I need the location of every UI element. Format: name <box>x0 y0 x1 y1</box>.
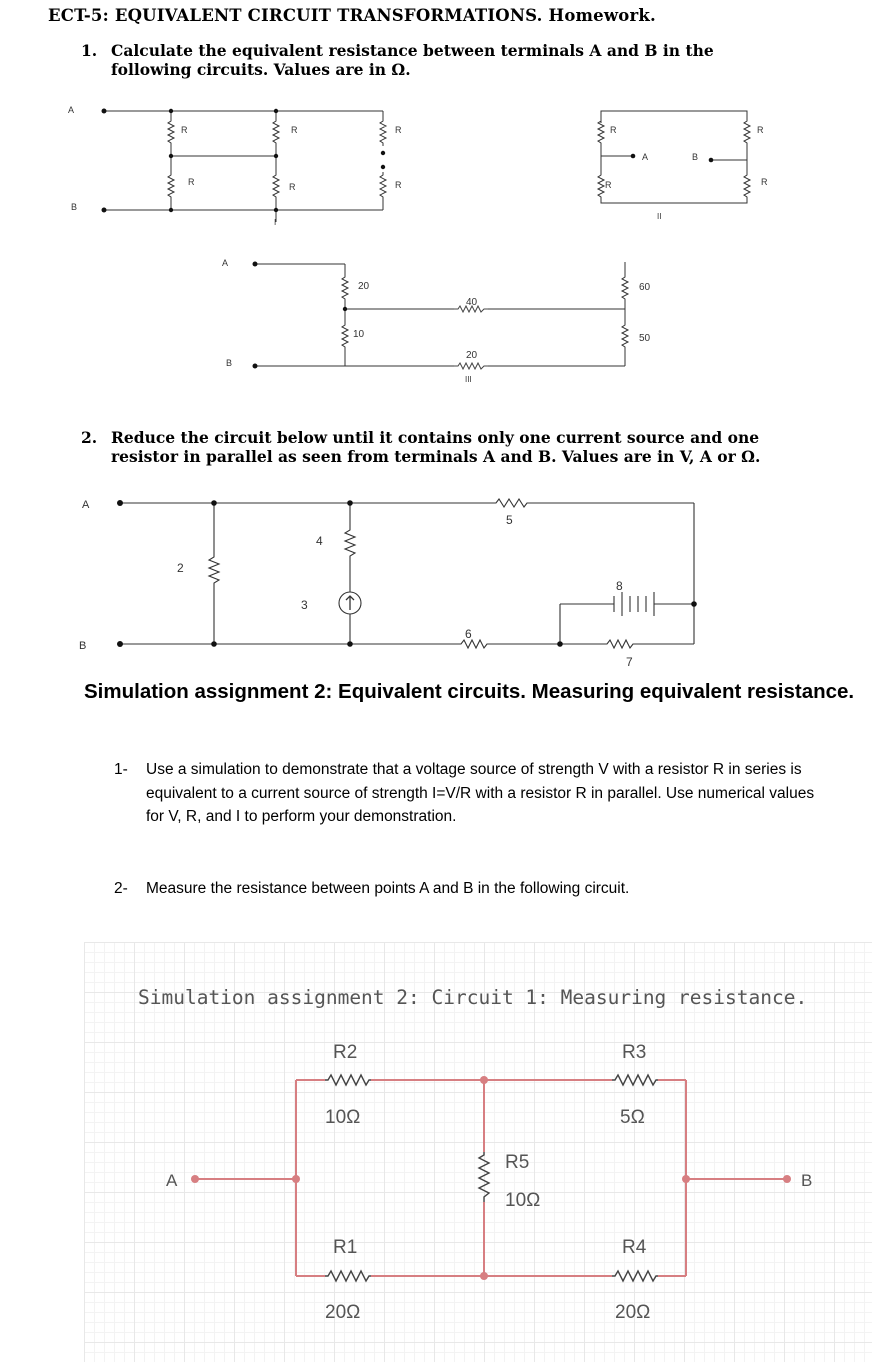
circuit-i-roman-label: I <box>274 218 277 227</box>
junction-node <box>292 1175 300 1183</box>
circuit-ii-resistor-label: R <box>761 177 768 187</box>
terminal-b-node[interactable] <box>783 1175 791 1183</box>
circuit-iii-r50-label: 50 <box>639 333 651 344</box>
resistor-r5-name: R5 <box>505 1152 530 1173</box>
question-1-line-1: Calculate the equivalent resistance between terminals A and B in the <box>111 41 714 60</box>
question-2-line-1: Reduce the circuit below until it contains only one current source and one <box>111 428 760 447</box>
simulation-item-1-line-2: equivalent to a current source of strength I=V/R with a resistor R in parallel. Use numerical values <box>146 784 815 802</box>
question-2-number: 2. <box>81 428 98 447</box>
terminal-b-label: B <box>801 1171 813 1190</box>
circuit-i-resistor-label: R <box>289 182 296 192</box>
resistor-r1-name: R1 <box>333 1237 358 1258</box>
question-1-line-2: following circuits. Values are in Ω. <box>111 60 411 79</box>
circuit-i-resistor-label: R <box>181 125 188 135</box>
circuit-i-resistor-label: R <box>395 125 402 135</box>
circuit-q2-r7-label: 7 <box>626 655 633 669</box>
junction-node <box>480 1076 488 1084</box>
circuit-iii-terminal-a: A <box>222 258 229 268</box>
circuit-iii-r40-label: 40 <box>466 297 478 308</box>
circuit-iii-r10-label: 10 <box>353 329 365 340</box>
circuit-q2-r6-label: 6 <box>465 627 472 641</box>
circuit-ii-terminal-a: A <box>642 152 649 162</box>
terminal-a-node[interactable] <box>191 1175 199 1183</box>
simulation-item-1-line-1: Use a simulation to demonstrate that a voltage source of strength V with a resistor R in series is <box>146 761 802 778</box>
circuit-i-resistor-label: R <box>395 180 402 190</box>
question-1-number: 1. <box>81 41 98 60</box>
circuit-iii-r20-label: 20 <box>358 281 370 292</box>
circuit-q2-r4-label: 4 <box>316 534 323 548</box>
simulation-item-2-number: 2- <box>114 880 128 897</box>
circuit-i-resistor-label: R <box>188 177 195 187</box>
resistor-r5-value: 10Ω <box>505 1190 541 1211</box>
junction-node <box>682 1175 690 1183</box>
simulation-heading: Simulation assignment 2: Equivalent circuits. Measuring equivalent resistance. <box>84 680 855 703</box>
resistor-r1-symbol <box>325 1271 371 1281</box>
simulation-item-2-text: Measure the resistance between points A and B in the following circuit. <box>146 880 630 897</box>
circuit-i-terminal-a: A <box>68 105 75 115</box>
document-title: ECT-5: EQUIVALENT CIRCUIT TRANSFORMATIONS. Homework. <box>48 6 656 25</box>
circuit-ii-terminal-b: B <box>692 152 699 162</box>
circuit-ii-resistor-label: R <box>757 125 764 135</box>
circuit-q2-source-label: 3 <box>301 598 308 612</box>
simulation-item-1-number: 1- <box>114 761 128 778</box>
circuit-q2-r2-label: 2 <box>177 561 184 575</box>
resistor-r4-name: R4 <box>622 1237 647 1258</box>
circuit-i-resistor-label: R <box>291 125 298 135</box>
circuit-i-terminal-b: B <box>71 202 78 212</box>
junction-node <box>480 1272 488 1280</box>
circuit-iii-r60-label: 60 <box>639 282 651 293</box>
resistor-r4-value: 20Ω <box>615 1302 651 1323</box>
simulation-item-1-line-3: for V, R, and I to perform your demonstration. <box>146 808 457 825</box>
circuit-q2-battery-label: 8 <box>616 579 623 593</box>
resistor-r2-symbol <box>325 1075 371 1085</box>
resistor-r3-symbol <box>612 1075 658 1085</box>
resistor-r3-value: 5Ω <box>620 1107 645 1128</box>
circuit-ii-resistor-label: R <box>610 125 617 135</box>
terminal-a-label: A <box>166 1171 178 1190</box>
resistor-r3-name: R3 <box>622 1042 647 1063</box>
resistor-r4-symbol <box>612 1271 658 1281</box>
circuit-q2-terminal-b: B <box>79 640 87 652</box>
resistor-r5-symbol <box>479 1152 489 1202</box>
circuit-iii-r20b-label: 20 <box>466 350 478 361</box>
simulation-circuit-title: Simulation assignment 2: Circuit 1: Measuring resistance. <box>138 986 808 1009</box>
circuit-ii-roman-label: II <box>657 212 662 221</box>
circuit-q2-terminal-a: A <box>82 499 90 511</box>
resistor-r2-name: R2 <box>333 1042 358 1063</box>
circuit-ii-resistor-label: R <box>605 180 612 190</box>
circuit-iii-roman-label: III <box>465 375 472 384</box>
circuit-iii-terminal-b: B <box>226 358 233 368</box>
circuit-q2-r5-label: 5 <box>506 513 513 527</box>
resistor-r1-value: 20Ω <box>325 1302 361 1323</box>
question-2-line-2: resistor in parallel as seen from terminals A and B. Values are in V, A or Ω. <box>111 447 761 466</box>
resistor-r2-value: 10Ω <box>325 1107 361 1128</box>
